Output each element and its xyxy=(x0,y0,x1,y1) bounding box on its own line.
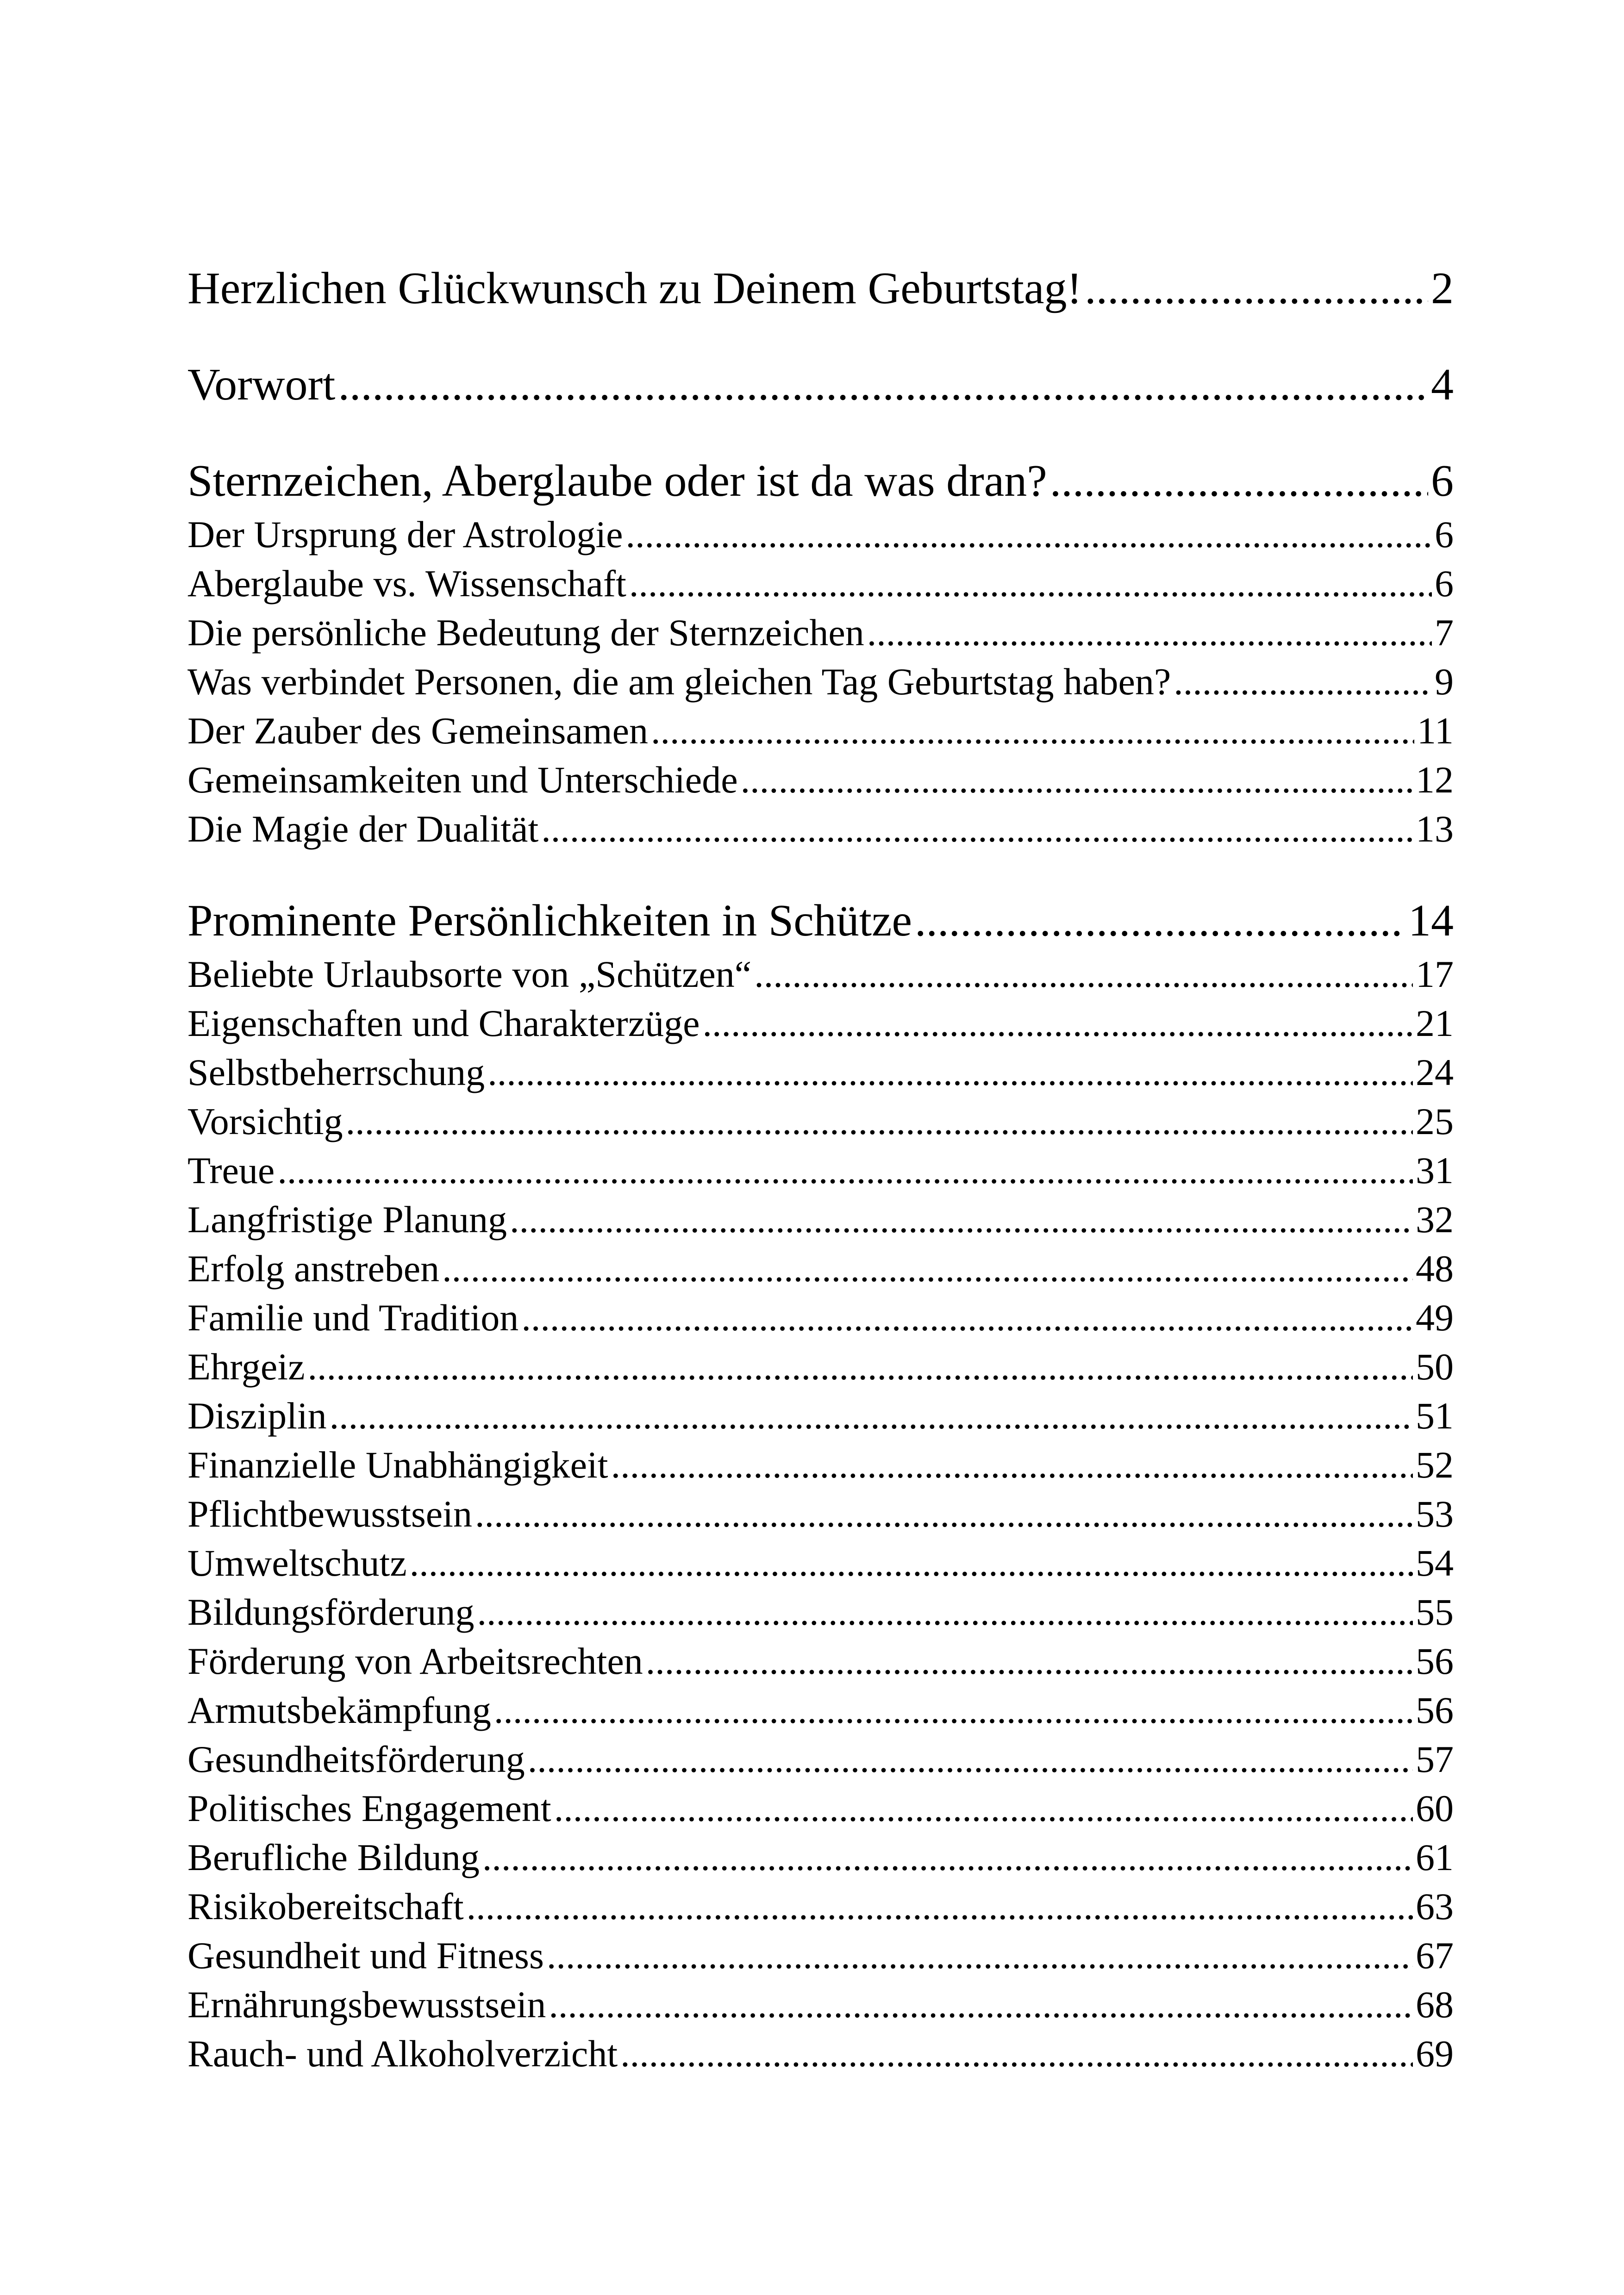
toc-entry[interactable] xyxy=(187,1637,1454,1686)
toc-entry-page: 69 xyxy=(1416,2033,1454,2075)
toc-entry-title: Die persönliche Bedeutung der Sternzeichen xyxy=(187,611,864,654)
toc-entry-page: 6 xyxy=(1435,513,1454,555)
toc-entry[interactable] xyxy=(187,892,1454,950)
toc-entry-page: 63 xyxy=(1416,1885,1454,1927)
toc-leader-dots xyxy=(629,559,1432,608)
toc-entry[interactable] xyxy=(187,804,1454,854)
toc-entry-page: 52 xyxy=(1416,1444,1454,1486)
toc-entry-page: 55 xyxy=(1416,1591,1454,1633)
toc-leader-dots xyxy=(467,1882,1413,1931)
toc-entry[interactable] xyxy=(187,1735,1454,1784)
toc-leader-dots xyxy=(277,1146,1413,1195)
toc-entry-page: 68 xyxy=(1416,1983,1454,2026)
toc-entry-page: 51 xyxy=(1416,1395,1454,1437)
toc-leader-dots xyxy=(346,1097,1413,1146)
toc-entry[interactable] xyxy=(187,1490,1454,1539)
toc-leader-dots xyxy=(646,1637,1413,1686)
toc-entry-title: Vorsichtig xyxy=(187,1100,343,1142)
toc-leader-dots xyxy=(487,1048,1413,1097)
toc-entry-title: Sternzeichen, Aberglaube oder ist da was dran? xyxy=(187,456,1047,506)
toc-entry-title: Die Magie der Dualität xyxy=(187,808,539,850)
toc-entry-title: Beliebte Urlaubsorte von „Schützen“ xyxy=(187,953,752,995)
toc-leader-dots xyxy=(915,892,1405,950)
toc-entry-page: 31 xyxy=(1416,1149,1454,1191)
toc-entry-title: Der Zauber des Gemeinsamen xyxy=(187,710,648,752)
toc-entry[interactable] xyxy=(187,755,1454,804)
toc-entry[interactable] xyxy=(187,1342,1454,1391)
toc-entry-page: 7 xyxy=(1435,611,1454,654)
toc-leader-dots xyxy=(651,706,1414,755)
toc-entry-title: Rauch- und Alkoholverzicht xyxy=(187,2033,618,2075)
toc-entry-page: 24 xyxy=(1416,1051,1454,1093)
toc-entry-title: Aberglaube vs. Wissenschaft xyxy=(187,562,626,605)
toc-entry-page: 61 xyxy=(1416,1836,1454,1878)
toc-leader-dots xyxy=(410,1539,1413,1588)
toc-entry-title: Ehrgeiz xyxy=(187,1346,305,1388)
toc-entry-title: Prominente Persönlichkeiten in Schütze xyxy=(187,896,912,946)
toc-entry-title: Finanzielle Unabhängigkeit xyxy=(187,1444,608,1486)
toc-leader-dots xyxy=(626,510,1432,559)
toc-entry-page: 67 xyxy=(1416,1934,1454,1977)
toc-entry-page: 11 xyxy=(1417,710,1454,752)
toc-entry[interactable] xyxy=(187,999,1454,1048)
toc-entry[interactable] xyxy=(187,1833,1454,1882)
toc-leader-dots xyxy=(620,2029,1413,2078)
toc-leader-dots xyxy=(494,1686,1413,1735)
toc-entry[interactable] xyxy=(187,1588,1454,1637)
toc-leader-dots xyxy=(554,1784,1413,1833)
toc-entry-page: 50 xyxy=(1416,1346,1454,1388)
toc-entry-title: Disziplin xyxy=(187,1395,327,1437)
toc-entry[interactable] xyxy=(187,452,1454,510)
toc-entry[interactable] xyxy=(187,1146,1454,1195)
toc-entry-page: 13 xyxy=(1416,808,1454,850)
toc-entry-title: Gesundheit und Fitness xyxy=(187,1934,544,1977)
toc-leader-dots xyxy=(741,755,1413,804)
toc-entry[interactable] xyxy=(187,706,1454,755)
toc-entry-title: Ernährungsbewusstsein xyxy=(187,1983,546,2026)
toc-entry-page: 53 xyxy=(1416,1493,1454,1535)
toc-entry[interactable] xyxy=(187,608,1454,657)
toc-leader-dots xyxy=(338,355,1428,414)
toc-entry[interactable] xyxy=(187,950,1454,999)
toc-leader-dots xyxy=(1050,452,1428,510)
toc-entry-title: Treue xyxy=(187,1149,275,1191)
toc-entry-title: Gemeinsamkeiten und Unterschiede xyxy=(187,759,738,801)
toc-entry-page: 9 xyxy=(1435,661,1454,703)
toc-leader-dots xyxy=(308,1342,1413,1391)
toc-entry-title: Erfolg anstreben xyxy=(187,1247,440,1290)
toc-entry[interactable] xyxy=(187,1048,1454,1097)
toc-entry[interactable] xyxy=(187,1244,1454,1293)
toc-leader-dots xyxy=(482,1833,1413,1882)
toc-leader-dots xyxy=(330,1391,1413,1441)
toc-entry-title: Umweltschutz xyxy=(187,1542,407,1584)
toc-entry[interactable] xyxy=(187,2029,1454,2078)
toc-entry-page: 56 xyxy=(1416,1640,1454,1682)
toc-leader-dots xyxy=(541,804,1413,854)
toc-leader-dots xyxy=(549,1980,1413,2029)
toc-entry-page: 17 xyxy=(1416,953,1454,995)
toc-entry[interactable] xyxy=(187,510,1454,559)
toc-entry[interactable] xyxy=(187,1195,1454,1244)
toc-entry-title: Gesundheitsförderung xyxy=(187,1738,525,1780)
toc-entry-title: Berufliche Bildung xyxy=(187,1836,480,1878)
toc-entry-page: 32 xyxy=(1416,1198,1454,1241)
toc-leader-dots xyxy=(528,1735,1413,1784)
toc-entry[interactable] xyxy=(187,1097,1454,1146)
toc-entry-page: 14 xyxy=(1408,896,1454,946)
toc-entry-title: Förderung von Arbeitsrechten xyxy=(187,1640,643,1682)
toc-entry-title: Familie und Tradition xyxy=(187,1297,519,1339)
toc-entry-title: Bildungsförderung xyxy=(187,1591,475,1633)
toc-entry-page: 2 xyxy=(1431,263,1454,313)
toc-entry-page: 49 xyxy=(1416,1297,1454,1339)
toc-leader-dots xyxy=(611,1441,1413,1490)
toc-entry-title: Armutsbekämpfung xyxy=(187,1689,491,1731)
toc-entry-page: 6 xyxy=(1431,456,1454,506)
toc-entry-title: Pflichtbewusstsein xyxy=(187,1493,472,1535)
toc-entry-title: Der Ursprung der Astrologie xyxy=(187,513,623,555)
toc-leader-dots xyxy=(1174,657,1432,706)
toc-leader-dots xyxy=(442,1244,1413,1293)
toc-entry[interactable] xyxy=(187,657,1454,706)
toc-entry-page: 56 xyxy=(1416,1689,1454,1731)
toc-entry[interactable] xyxy=(187,1784,1454,1833)
toc-entry[interactable] xyxy=(187,1980,1454,2029)
toc-entry-title: Langfristige Planung xyxy=(187,1198,507,1241)
toc-entry[interactable] xyxy=(187,1391,1454,1441)
toc-entry[interactable] xyxy=(187,355,1454,414)
toc-entry-title: Eigenschaften und Charakterzüge xyxy=(187,1002,700,1044)
toc-entry-page: 25 xyxy=(1416,1100,1454,1142)
toc-entry-title: Selbstbeherrschung xyxy=(187,1051,485,1093)
table-of-contents xyxy=(187,259,1454,2078)
toc-entry-page: 57 xyxy=(1416,1738,1454,1780)
toc-entry-page: 54 xyxy=(1416,1542,1454,1584)
toc-entry-title: Herzlichen Glückwunsch zu Deinem Geburtstag! xyxy=(187,263,1082,313)
toc-entry-title: Politisches Engagement xyxy=(187,1787,551,1829)
toc-entry-page: 60 xyxy=(1416,1787,1454,1829)
toc-entry-title: Was verbindet Personen, die am gleichen Tag Geburtstag haben? xyxy=(187,661,1171,703)
toc-entry-page: 4 xyxy=(1431,360,1454,410)
toc-leader-dots xyxy=(547,1931,1413,1980)
toc-entry-page: 48 xyxy=(1416,1247,1454,1290)
toc-leader-dots xyxy=(867,608,1432,657)
toc-entry[interactable] xyxy=(187,259,1454,318)
toc-entry-page: 6 xyxy=(1435,562,1454,605)
toc-entry[interactable] xyxy=(187,559,1454,608)
toc-leader-dots xyxy=(510,1195,1413,1244)
toc-leader-dots xyxy=(703,999,1413,1048)
toc-entry-title: Risikobereitschaft xyxy=(187,1885,464,1927)
toc-leader-dots xyxy=(1085,259,1428,318)
toc-entry-page: 12 xyxy=(1416,759,1454,801)
toc-entry[interactable] xyxy=(187,1931,1454,1980)
toc-entry[interactable] xyxy=(187,1539,1454,1588)
toc-entry[interactable] xyxy=(187,1882,1454,1931)
toc-leader-dots xyxy=(754,950,1413,999)
toc-leader-dots xyxy=(521,1293,1413,1342)
toc-leader-dots xyxy=(475,1490,1413,1539)
toc-entry-page: 21 xyxy=(1416,1002,1454,1044)
toc-entry-title: Vorwort xyxy=(187,360,336,410)
toc-entry[interactable] xyxy=(187,1441,1454,1490)
toc-leader-dots xyxy=(477,1588,1413,1637)
toc-entry[interactable] xyxy=(187,1686,1454,1735)
toc-entry[interactable] xyxy=(187,1293,1454,1342)
